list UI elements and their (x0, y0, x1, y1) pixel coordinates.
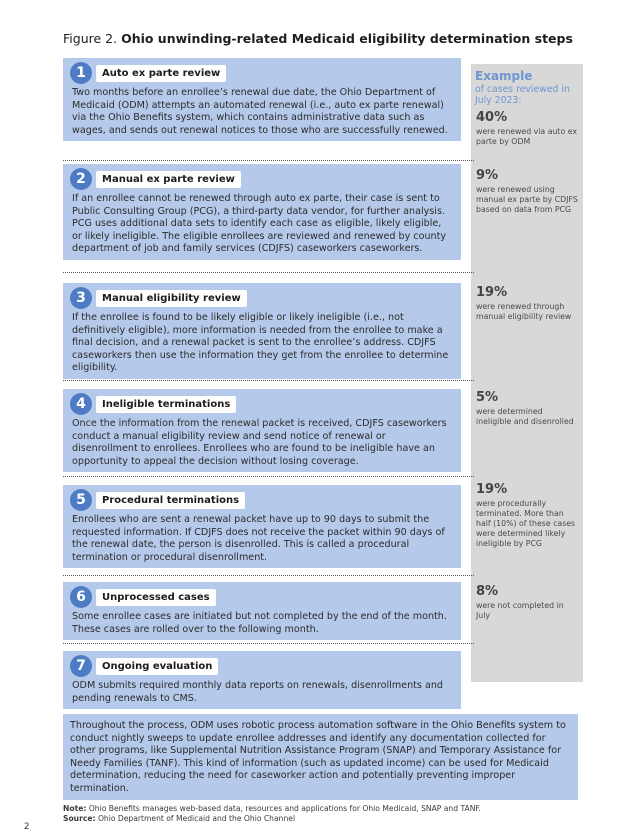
source-line (63, 814, 481, 824)
example-percent: 19% (476, 285, 508, 300)
step-description: Two months before an enrollee’s renewal due date, the Ohio Department of Medicaid (ODM) attempts an automated renewal (i.e., auto ex parte renewal) via the Ohio Benefits system, which contains administrative data such as wages, and sends out renewal notices to those who are successfully renewed. (72, 87, 448, 136)
step-number-badge: 5 (70, 489, 92, 511)
step-2 (63, 164, 474, 260)
example-percent: 5% (476, 390, 499, 405)
step-number-badge: 1 (70, 62, 92, 84)
step-title: Ongoing evaluation (96, 658, 218, 675)
divider (63, 160, 474, 161)
example-description: were renewed via auto ex parte by ODM (476, 127, 577, 146)
example-percent: 8% (476, 584, 499, 599)
example-title: Example (475, 69, 533, 83)
step-number-badge: 7 (70, 655, 92, 677)
step-4 (63, 389, 474, 472)
step-description: If an enrollee cannot be renewed through auto ex parte, their case is sent to Public Consulting Group (PCG), a third-party data vendor, for further analysis. PCG uses additional data sets to identify each case as eligible, likely eligible, or likely ineligible. The eligible enrollees are reviewed and renewed by county department of job and family services (CDJFS) caseworkers caseworkers. (72, 193, 447, 255)
step-7 (63, 651, 474, 709)
step-number-badge: 6 (70, 586, 92, 608)
source-text: Ohio Department of Medicaid and the Ohio Channel (97, 814, 296, 823)
step-5 (63, 485, 474, 568)
divider (63, 380, 474, 381)
step-title: Manual ex parte review (96, 171, 241, 188)
example-percent: 9% (476, 168, 499, 183)
figure-label: Figure 2. (63, 31, 118, 46)
example-description: were determined ineligible and disenrolled (476, 407, 574, 426)
step-number-badge: 4 (70, 393, 92, 415)
step-title: Manual eligibility review (96, 290, 247, 307)
note-text: Ohio Benefits manages web-based data, resources and applications for Ohio Medicaid, SNAP and TANF. (88, 804, 481, 813)
step-description: If the enrollee is found to be likely eligible or likely ineligible (i.e., not definitively eligible), more information is needed from the enrollee to make a final decision, and a renewal packet is sent to the enrollee’s address. CDJFS caseworkers then use the information they get from the enrollee to determine eligibility. (72, 312, 449, 374)
step-title: Procedural terminations (96, 492, 245, 509)
figure-notes (63, 804, 481, 824)
step-number-badge: 3 (70, 287, 92, 309)
figure-title (63, 31, 573, 46)
example-subtitle: of cases reviewed in July 2023: (475, 84, 570, 106)
step-description: Enrollees who are sent a renewal packet have up to 90 days to submit the requested information. If CDJFS does not receive the packet within 90 days of the renewal date, the person is disenrolled. This is called a procedural termination or procedural disenrollment. (72, 514, 445, 563)
step-3 (63, 283, 474, 379)
example-description: were renewed using manual ex parte by CDJFS based on data from PCG (476, 185, 578, 214)
step-6 (63, 582, 474, 640)
step-description: ODM submits required monthly data reports on renewals, disenrollments and pending renewals to CMS. (72, 680, 444, 704)
example-percent: 19% (476, 482, 508, 497)
divider (63, 476, 474, 477)
figure-heading: Ohio unwinding-related Medicaid eligibility determination steps (121, 31, 573, 46)
divider (63, 272, 474, 273)
step-number-badge: 2 (70, 168, 92, 190)
step-title: Ineligible terminations (96, 396, 236, 413)
step-title: Auto ex parte review (96, 65, 226, 82)
process-summary-box: Throughout the process, ODM uses robotic process automation software in the Ohio Benefits system to conduct nightly sweeps to update enrollee addresses and identify any documentation collected for other programs, like Supplemental Nutrition Assistance Program (SNAP) and Temporary Assistance for Needy Families (TANF). This kind of information (such as updated income) can be used for Medicaid determination, reducing the need for caseworker action and potentially preventing improper termination. (63, 714, 578, 800)
example-description: were procedurally terminated. More than half (10%) of these cases were determined likely ineligible by PCG (476, 499, 576, 548)
step-title: Unprocessed cases (96, 589, 216, 606)
example-description: were not completed in July (476, 601, 564, 620)
note-line (63, 804, 481, 814)
example-description: were renewed through manual eligibility review (476, 302, 572, 321)
example-percent: 40% (476, 110, 508, 125)
step-description: Some enrollee cases are initiated but not completed by the end of the month. These cases are rolled over to the following month. (72, 611, 447, 635)
step-1 (63, 58, 474, 141)
divider (63, 643, 474, 644)
step-description: Once the information from the renewal packet is received, CDJFS caseworkers conduct a manual eligibility review and send notice of renewal or disenrollment to enrollees. Enrollees who are found to be ineligible have an opportunity to appeal the decision without losing coverage. (72, 418, 447, 467)
page-number: 2 (24, 822, 30, 832)
source-label: Source: (63, 814, 96, 823)
note-label: Note: (63, 804, 87, 813)
divider (63, 575, 474, 576)
